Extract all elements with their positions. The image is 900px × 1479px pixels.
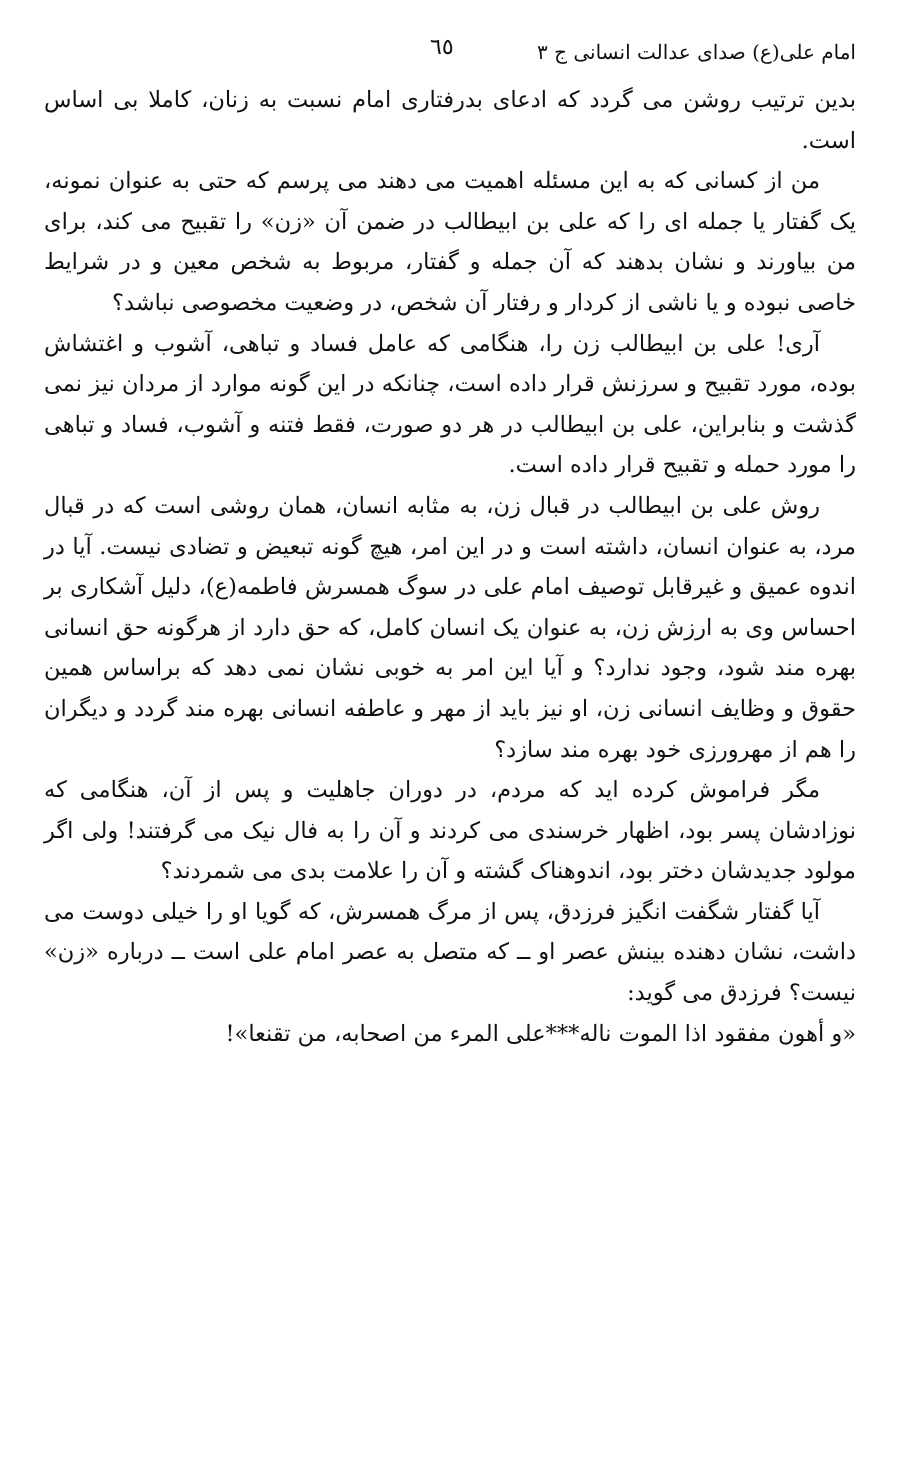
paragraph-1: بدین ترتیب روشن می گردد که ادعای بدرفتاری امام نسبت به زنان، کاملا بی اساس است. (44, 87, 856, 154)
body-text (44, 80, 856, 1054)
paragraph-6: آیا گفتار شگفت انگیز فرزدق، پس از مرگ همسرش، که گویا او را خیلی دوست می داشت، نشان دهنده بینش عصر او ــ که متصل به عصر امام علی است ــ درباره «زن» نیست؟ فرزدق می گوید: (44, 898, 856, 1007)
paragraph-4: روش علی بن ابیطالب در قبال زن، به مثابه انسان، همان روشی است که در قبال مرد، به عنوان انسان، داشته است و در این امر، هیچ گونه تبعیض و تضادی نیست. آیا در اندوه عمیق و غیرقابل توصیف امام علی در سوگ همسرش فاطمه(ع)، دلیل آشکاری بر احساس وی به ارزش زن، به عنوان یک انسان کامل، که حق دارد از هرگونه حق انسانی بهره مند شود، وجود ندارد؟ و آیا این امر به خوبی نشان نمی دهد که براساس همین حقوق و وظایف انسانی زن، او نیز باید از مهر و عاطفه انسانی بهره مند گردد و دیگران را هم از مهرورزی خود بهره مند سازد؟ (44, 492, 856, 763)
page-header (44, 30, 856, 80)
paragraph-5: مگر فراموش کرده اید که مردم، در دوران جاهلیت و پس از آن، هنگامی که نوزادشان پسر بود، اظهار خرسندی می کردند و آن را به فال نیک می گرفتند! ولی اگر مولود جدیدشان دختر بود، اندوهناک گشته و آن را علامت بدی می شمردند؟ (44, 777, 856, 885)
poem-verse: «و أهون مفقود اذا الموت ناله***علی المرء من اصحابه، من تقنعا»! (225, 1020, 856, 1047)
paragraph-2: من از کسانی که به این مسئله اهمیت می دهند می پرسم که حتی به عنوان نمونه، یک گفتار یا جمله ای را که علی بن ابیطالب در ضمن آن «زن» را تقبیح می کند، برای من بیاورند و نشان بدهند که آن جمله و گفتار، مربوط به شخص معین و در شرایط خاصی نبوده و یا ناشی از کردار و رفتار آن شخص، در وضعیت مخصوصی نباشد؟ (44, 168, 856, 316)
paragraph-3: آری! علی بن ابیطالب زن را، هنگامی که عامل فساد و تباهی، آشوب و اغتشاش بوده، مورد تقبیح و سرزنش قرار داده است، چنانکه در این گونه موارد از مردان نیز نمی گذشت و بنابراین، علی بن ابیطالب در هر دو صورت، فقط فتنه و آشوب، فساد و تباهی را مورد حمله و تقبیح قرار داده است. (44, 330, 856, 479)
running-title: امام علی(ع) صدای عدالت انسانی ج ۳ (536, 40, 856, 64)
page-number: ٦٥ (430, 35, 454, 60)
document-page (44, 30, 856, 1054)
